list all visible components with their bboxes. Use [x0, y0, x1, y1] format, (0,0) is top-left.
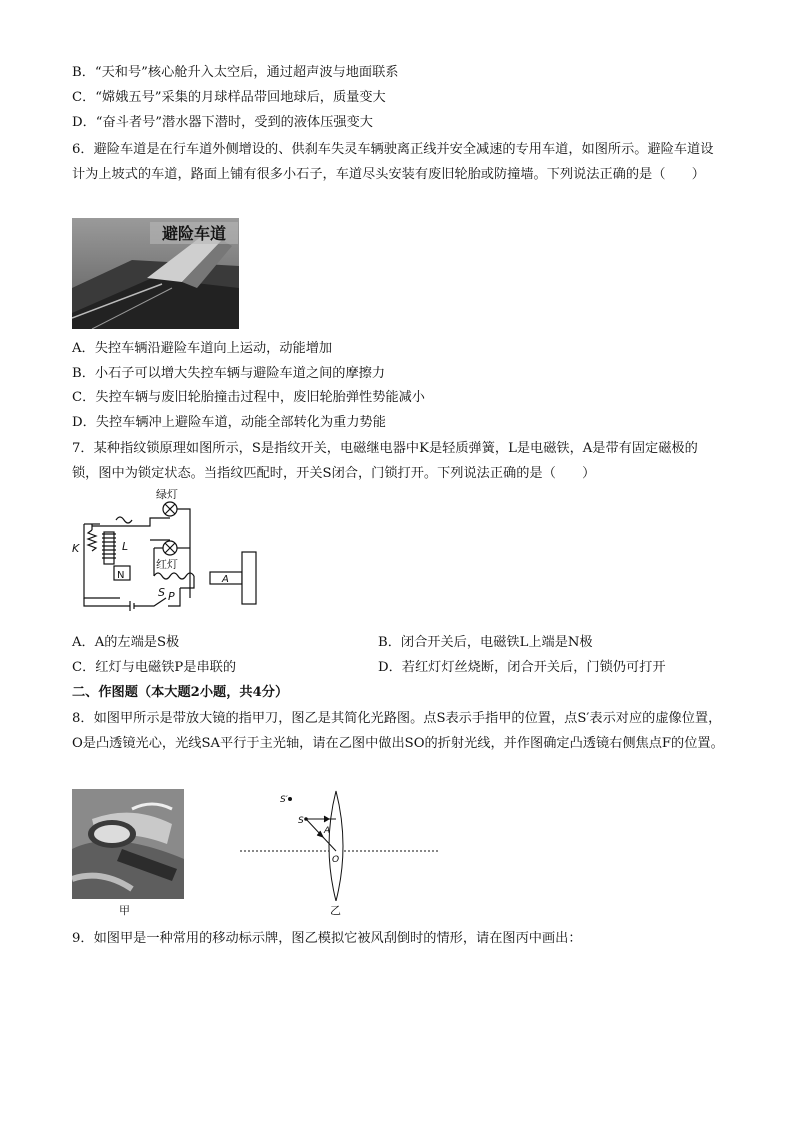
label-L: L [122, 540, 129, 553]
q7-stem: 7．某种指纹锁原理如图所示，S是指纹开关，电磁继电器中K是轻质弹簧，L是电磁铁，A是带有固定磁极的锁，图中为锁定状态。当指纹匹配时，开关S闭合，门锁打开。下列说法正确的是（ ） [72, 441, 698, 481]
label-green-lamp: 绿灯 [156, 488, 178, 501]
label-O: O [332, 855, 340, 865]
label-S: S [158, 586, 165, 599]
label-S: S [298, 816, 304, 826]
prev-option-b: B．“天和号”核心舱升入太空后，通过超声波与地面联系 [72, 65, 399, 80]
photo-sign-text: 避险车道 [161, 224, 227, 243]
q7-option-c: C．红灯与电磁铁P是串联的 [72, 660, 237, 675]
q6-stem: 6．避险车道是在行车道外侧增设的、供刹车失灵车辆驶离正线并安全减速的专用车道，如图所示。避险车道设计为上坡式的车道，路面上铺有很多小石子，车道尽头安装有废旧轮胎或防撞墙。下列说法正确的是（ ） [72, 142, 714, 182]
q6-photo [72, 218, 239, 329]
label-S-prime: S′ [280, 795, 288, 805]
label-P: P [168, 590, 175, 603]
q6-option-d: D．失控车辆冲上避险车道，动能全部转化为重力势能 [72, 415, 386, 430]
caption-jia: 甲 [119, 904, 130, 917]
label-red-lamp: 红灯 [156, 558, 178, 571]
q8-photo-jia [72, 789, 184, 899]
label-K: K [72, 542, 80, 555]
q7-option-d: D．若红灯灯丝烧断，闭合开关后，门锁仍可打开 [378, 660, 666, 675]
q8-stem: 8．如图甲所示是带放大镜的指甲刀，图乙是其简化光路图。点S表示手指甲的位置，点S′表示对应的虚像位置，O是凸透镜光心，光线SA平行于主光轴，请在乙图中做出SO的折射光线，并作图确定凸透镜右侧焦点F的位置。 [72, 711, 724, 751]
q7-option-b: B．闭合开关后，电磁铁L上端是N极 [378, 635, 593, 650]
caption-yi: 乙 [330, 904, 341, 917]
label-A: A [222, 574, 229, 585]
q7-option-a: A．A的左端是S极 [72, 635, 180, 650]
label-N: N [117, 570, 125, 581]
q6-option-c: C．失控车辆与废旧轮胎撞击过程中，废旧轮胎弹性势能减小 [72, 390, 425, 405]
section-2-heading: 二、作图题（本大题2小题，共4分） [72, 685, 289, 700]
q7-circuit-figure [70, 488, 270, 613]
q9-stem: 9．如图甲是一种常用的移动标示牌，图乙模拟它被风刮倒时的情形，请在图丙中画出： [72, 931, 582, 946]
q6-option-a: A．失控车辆沿避险车道向上运动，动能增加 [72, 341, 333, 356]
prev-option-d: D．“奋斗者号”潜水器下潜时，受到的液体压强变大 [72, 115, 373, 130]
label-A: A [324, 826, 331, 836]
q8-optics-diagram-yi [236, 789, 442, 901]
prev-option-c: C．“嫦娥五号”采集的月球样品带回地球后，质量变大 [72, 90, 386, 105]
q6-option-b: B．小石子可以增大失控车辆与避险车道之间的摩擦力 [72, 366, 386, 381]
